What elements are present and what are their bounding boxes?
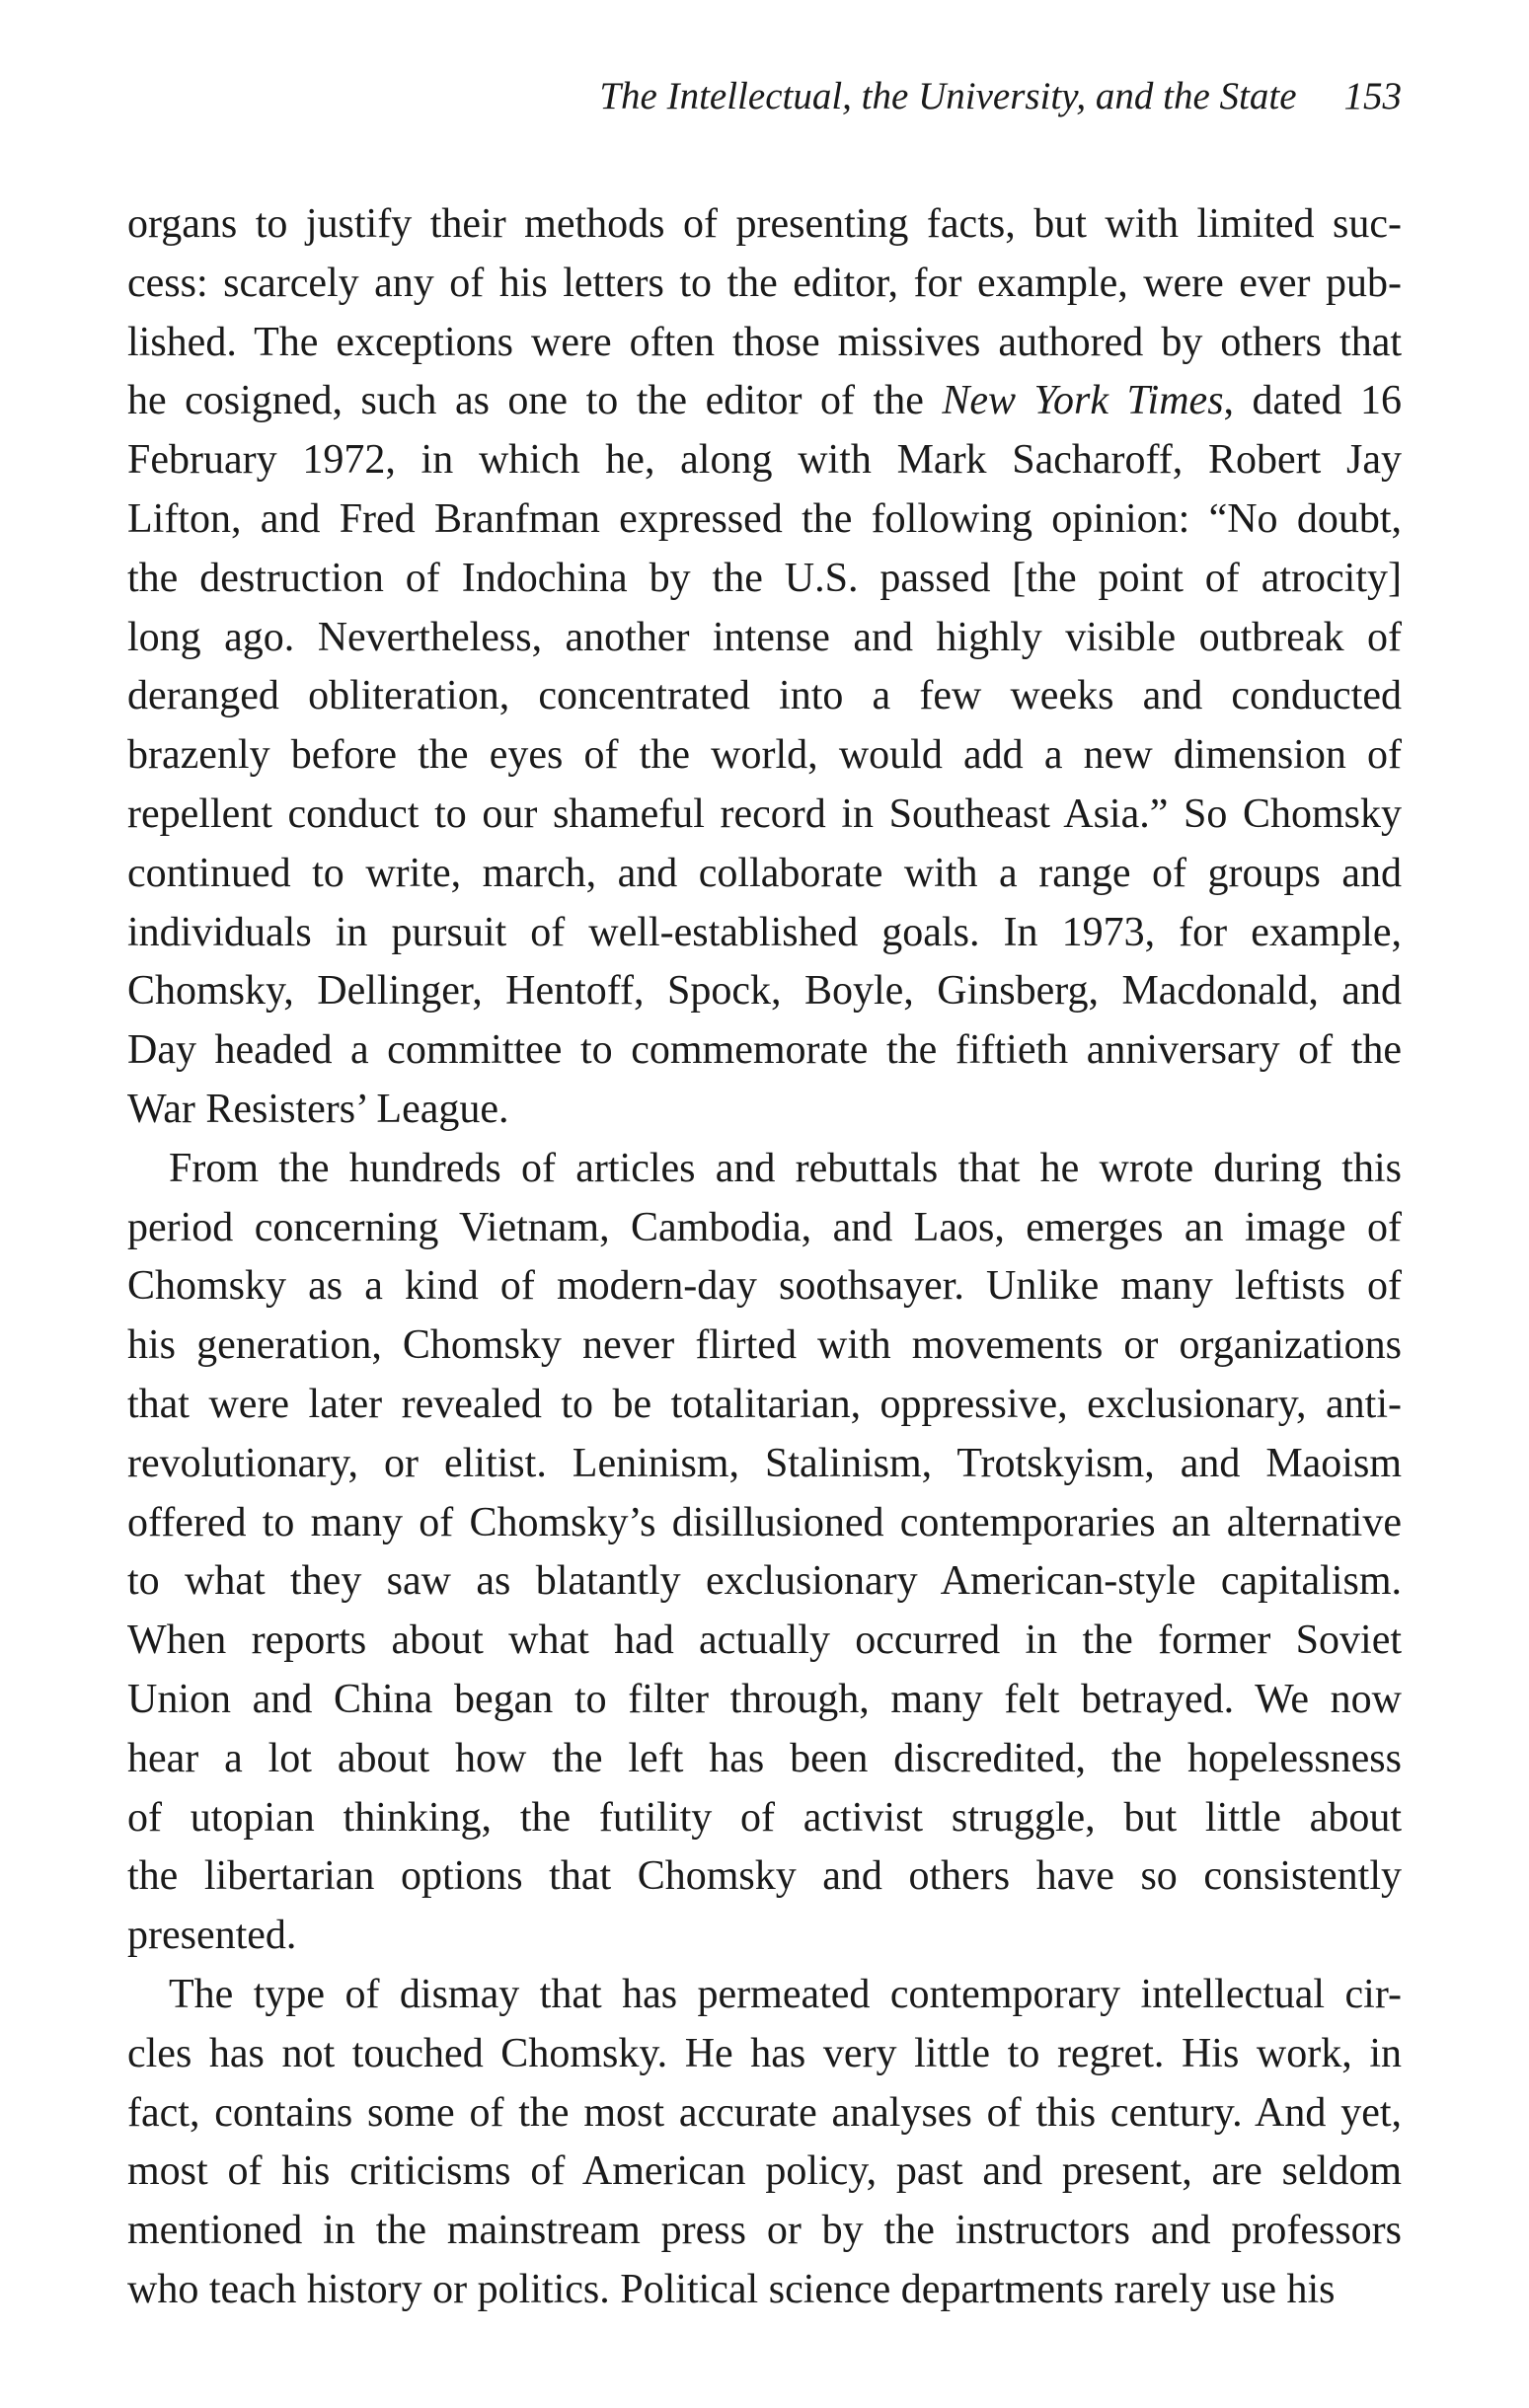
text-line: Chomsky, Dellinger, Hentoff, Spock, Boyle, Ginsberg, Macdonald, and <box>127 968 1402 1015</box>
text-line: lished. The exceptions were often those missives authored by others that <box>127 319 1402 365</box>
text-line: When reports about what had actually occurred in the former Soviet <box>127 1618 1402 1664</box>
text-line: mentioned in the mainstream press or by the instructors and professors <box>127 2208 1402 2254</box>
text-line: organs to justify their methods of presenting facts, but with limited suc- <box>127 201 1402 247</box>
text-line: deranged obliteration, concentrated into a few weeks and conducted <box>127 673 1402 719</box>
text-line: Union and China began to filter through, many felt betrayed. We now <box>127 1676 1402 1722</box>
text-line: revolutionary, or elitist. Leninism, Stalinism, Trotskyism, and Maoism <box>127 1440 1402 1486</box>
text-line: offered to many of Chomsky’s disillusioned contemporaries an alternative <box>127 1499 1402 1545</box>
text-line: February 1972, in which he, along with Mark Sacharoff, Robert Jay <box>127 437 1402 484</box>
paragraph <box>127 195 1402 1140</box>
text-line: to what they saw as blatantly exclusionary American-style capitalism. <box>127 1558 1402 1605</box>
book-page <box>127 0 1402 2408</box>
text-line: of utopian thinking, the futility of activist struggle, but little about <box>127 1794 1402 1841</box>
text-line: cles has not touched Chomsky. He has very little to regret. His work, in <box>127 2030 1402 2076</box>
text-line: long ago. Nevertheless, another intense and highly visible outbreak of <box>127 614 1402 660</box>
text-line: individuals in pursuit of well-established goals. In 1973, for example, <box>127 909 1402 955</box>
running-head <box>599 73 1402 120</box>
text-line: continued to write, march, and collaborate with a range of groups and <box>127 850 1402 896</box>
text-line: War Resisters’ League. <box>127 1086 509 1132</box>
text-line: who teach history or politics. Political science departments rarely use his <box>127 2266 1336 2312</box>
text-line: presented. <box>127 1913 297 1959</box>
running-title: The Intellectual, the University, and the State <box>599 75 1297 117</box>
text-line: Day headed a committee to commemorate the fiftieth anniversary of the <box>127 1027 1402 1074</box>
paragraph <box>127 1140 1402 1966</box>
paragraph <box>127 1966 1402 2320</box>
text-line: that were later revealed to be totalitarian, oppressive, exclusionary, anti- <box>127 1381 1402 1427</box>
text-line: From the hundreds of articles and rebuttals that he wrote during this <box>169 1145 1402 1191</box>
text-line: most of his criticisms of American policy, past and present, are seldom <box>127 2148 1402 2195</box>
text-line: hear a lot about how the left has been discredited, the hopelessness <box>127 1735 1402 1781</box>
text-line: fact, contains some of the most accurate analyses of this century. And yet, <box>127 2089 1402 2136</box>
text-line: he cosigned, such as one to the editor of the New York Times, dated 16 <box>127 378 1403 424</box>
text-line: his generation, Chomsky never flirted with movements or organizations <box>127 1322 1402 1369</box>
text-line: repellent conduct to our shameful record in Southeast Asia.” So Chomsky <box>127 790 1402 837</box>
body-text <box>127 195 1402 2320</box>
text-line: brazenly before the eyes of the world, would add a new dimension of <box>127 732 1402 779</box>
italic-title: New York Times <box>942 378 1224 424</box>
text-line: cess: scarcely any of his letters to the editor, for example, were ever pub- <box>127 260 1402 306</box>
text-line: Chomsky as a kind of modern-day soothsayer. Unlike many leftists of <box>127 1263 1402 1310</box>
text-line: Lifton, and Fred Branfman expressed the following opinion: “No doubt, <box>127 495 1402 542</box>
text-line: period concerning Vietnam, Cambodia, and Laos, emerges an image of <box>127 1204 1402 1250</box>
page-number: 153 <box>1343 75 1402 117</box>
text-line: The type of dismay that has permeated contemporary intellectual cir- <box>169 1971 1402 2017</box>
text-line: the libertarian options that Chomsky and others have so consistently <box>127 1853 1402 1900</box>
text-line: the destruction of Indochina by the U.S. passed [the point of atrocity] <box>127 555 1402 601</box>
